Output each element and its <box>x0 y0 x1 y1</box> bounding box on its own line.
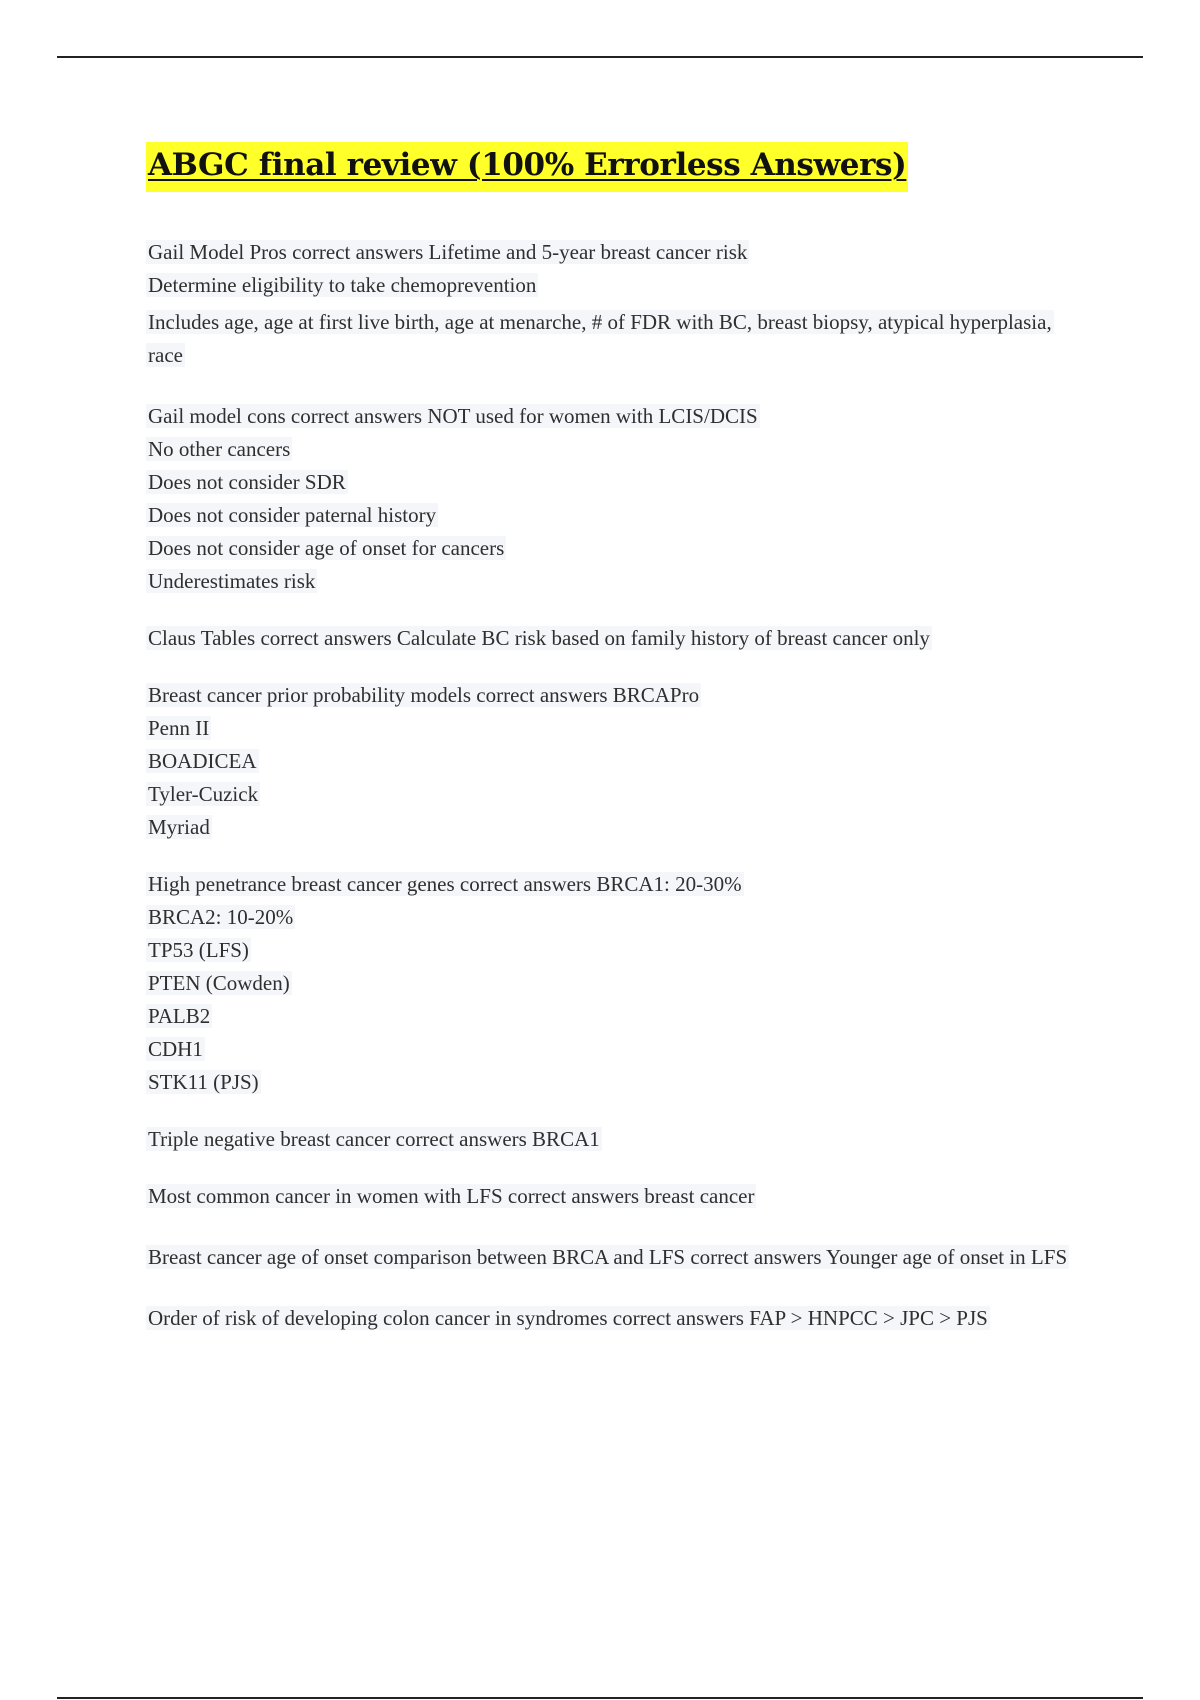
qa-entry-claus-tables <box>146 626 1086 651</box>
text-line: PTEN (Cowden) <box>148 970 290 995</box>
text-line: Claus Tables correct answers Calculate BC risk based on family history of breast cancer only <box>148 625 930 650</box>
text-line: CDH1 <box>148 1036 203 1061</box>
document-body <box>146 142 1086 1363</box>
text-line: Most common cancer in women with LFS correct answers breast cancer <box>148 1183 755 1208</box>
text-line: BOADICEA <box>148 748 257 773</box>
qa-entry-gail-cons <box>146 404 1086 594</box>
qa-entry-lfs-common-cancer <box>146 1184 1086 1209</box>
text-line: Gail Model Pros correct answers Lifetime and 5-year breast cancer risk <box>148 239 748 264</box>
text-line: TP53 (LFS) <box>148 937 249 962</box>
qa-entry-age-of-onset <box>146 1241 1086 1274</box>
header-rule <box>57 56 1143 58</box>
footer-rule <box>57 1697 1143 1699</box>
text-line: Myriad <box>148 814 210 839</box>
text-line: High penetrance breast cancer genes correct answers BRCA1: 20-30% <box>148 871 742 896</box>
text-line: Order of risk of developing colon cancer in syndromes correct answers FAP > HNPCC > JPC > PJS <box>148 1305 988 1330</box>
text-line: Tyler-Cuzick <box>148 781 259 806</box>
text-line: Determine eligibility to take chemoprevention <box>148 272 537 297</box>
text-line: Gail model cons correct answers NOT used for women with LCIS/DCIS <box>148 403 758 428</box>
text-line: Does not consider paternal history <box>148 502 437 527</box>
text-line: Breast cancer age of onset comparison between BRCA and LFS correct answers Younger age of onset in LFS <box>148 1244 1068 1269</box>
text-line: Triple negative breast cancer correct answers BRCA1 <box>148 1126 600 1151</box>
qa-entry-prior-probability-models <box>146 683 1086 840</box>
text-line: Penn II <box>148 715 210 740</box>
text-line: Does not consider SDR <box>148 469 346 494</box>
text-line: PALB2 <box>148 1003 211 1028</box>
qa-entry-triple-negative <box>146 1127 1086 1152</box>
text-line: Breast cancer prior probability models correct answers BRCAPro <box>148 682 700 707</box>
text-line: STK11 (PJS) <box>148 1069 259 1094</box>
text-line: Underestimates risk <box>148 568 316 593</box>
qa-entry-colon-cancer-risk <box>146 1306 1086 1331</box>
text-line: No other cancers <box>148 436 291 461</box>
qa-entry-high-penetrance-genes <box>146 872 1086 1095</box>
document-title: ABGC final review (100% Errorless Answers) <box>146 142 908 192</box>
text-line: Includes age, age at first live birth, age at menarche, # of FDR with BC, breast biopsy, atypical hyperplasia, race <box>148 309 1052 367</box>
text-line: Does not consider age of onset for cancers <box>148 535 505 560</box>
text-line: BRCA2: 10-20% <box>148 904 294 929</box>
qa-entry-gail-pros <box>146 240 1086 372</box>
